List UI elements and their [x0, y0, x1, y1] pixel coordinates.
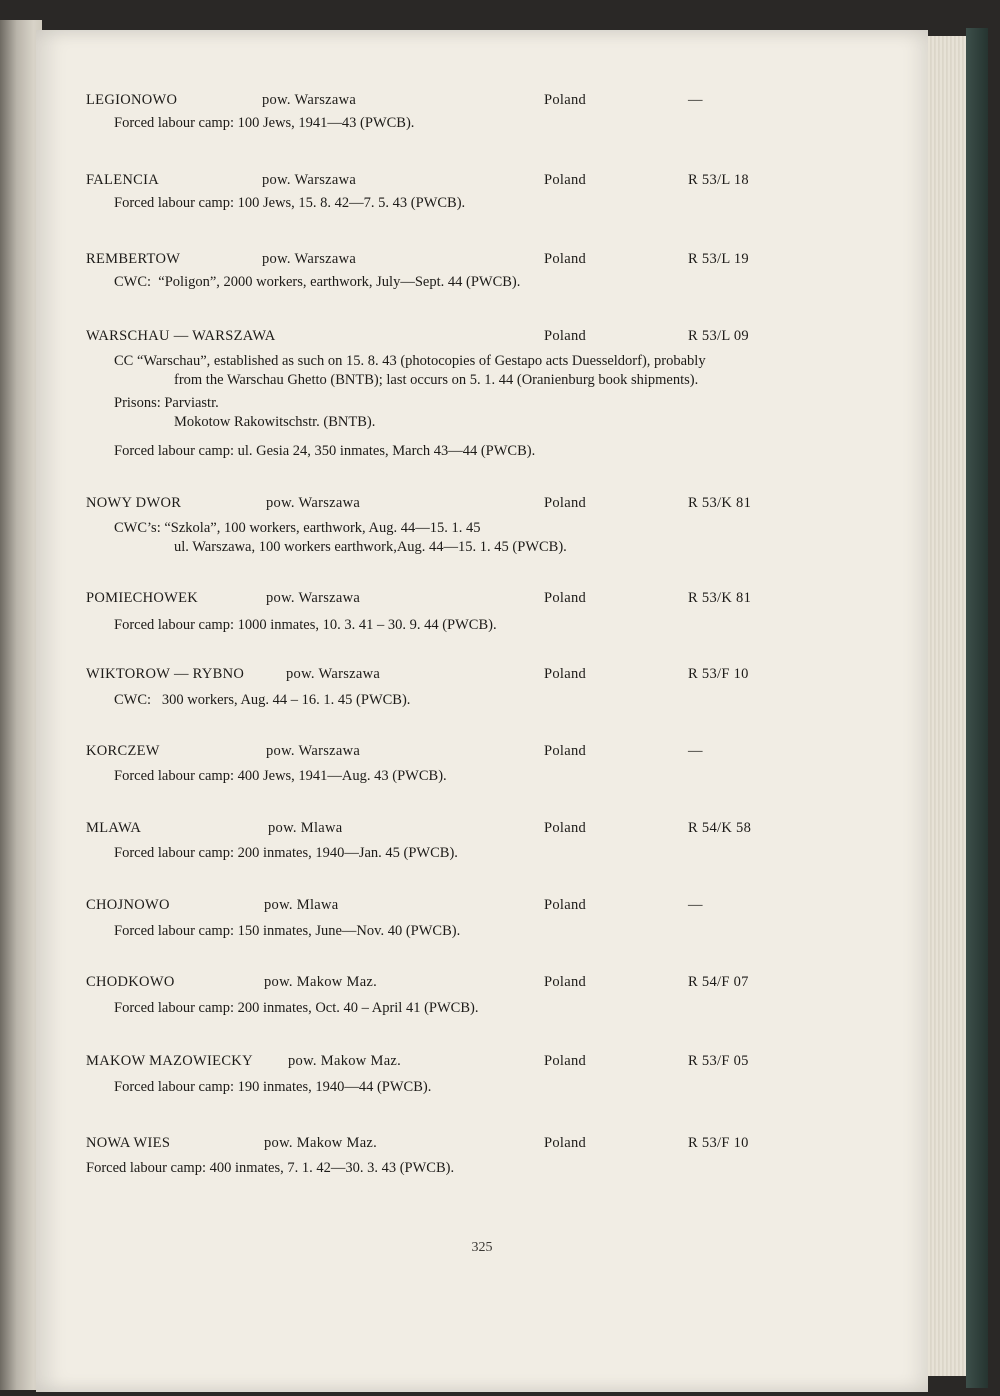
place-name: FALENCIA — [86, 172, 160, 188]
entry-mlawa — [36, 820, 928, 863]
country: Poland — [544, 328, 587, 344]
district: pow. Warszawa — [262, 251, 357, 267]
entry-detail: Mokotow Rakowitschstr. (BNTB). — [174, 414, 376, 430]
country: Poland — [544, 820, 587, 836]
entry-detail: Forced labour camp: 400 inmates, 7. 1. 42—30. 3. 43 (PWCB). — [86, 1160, 455, 1176]
district: pow. Warszawa — [262, 92, 357, 108]
place-name: CHODKOWO — [86, 974, 175, 990]
country: Poland — [544, 666, 587, 682]
entry-pomiechowek — [36, 590, 928, 635]
entry-chodkowo — [36, 974, 928, 1018]
page-stack-edge — [928, 36, 966, 1376]
map-reference: — — [688, 92, 703, 108]
entry-korczew — [36, 743, 928, 786]
place-name: POMIECHOWEK — [86, 590, 199, 606]
country: Poland — [544, 1053, 587, 1069]
entry-detail: CWC’s: “Szkola”, 100 workers, earthwork, Aug. 44—15. 1. 45 — [114, 520, 481, 536]
map-reference: R 53/F 10 — [688, 666, 749, 682]
place-name: REMBERTOW — [86, 251, 181, 267]
country: Poland — [544, 172, 587, 188]
country: Poland — [544, 251, 587, 267]
entry-detail: Prisons: Parviastr. — [114, 395, 219, 411]
map-reference: R 53/K 81 — [688, 495, 752, 511]
map-reference: R 53/L 09 — [688, 328, 749, 344]
place-name: NOWA WIES — [86, 1135, 171, 1151]
entry-makow-mazowiecky — [36, 1053, 928, 1097]
entry-chojnowo — [36, 897, 928, 941]
entry-detail: Forced labour camp: 100 Jews, 15. 8. 42—7. 5. 43 (PWCB). — [114, 195, 466, 211]
country: Poland — [544, 897, 587, 913]
map-reference: R 53/L 18 — [688, 172, 749, 188]
entry-nowy-dwor — [36, 495, 928, 557]
place-name: WARSCHAU — WARSZAWA — [86, 328, 276, 344]
entry-detail: Forced labour camp: ul. Gesia 24, 350 inmates, March 43—44 (PWCB). — [114, 443, 536, 459]
country: Poland — [544, 1135, 587, 1151]
map-reference: — — [688, 897, 703, 913]
place-name: CHOJNOWO — [86, 897, 170, 913]
place-name: KORCZEW — [86, 743, 160, 759]
district: pow. Makow Maz. — [264, 1135, 378, 1151]
country: Poland — [544, 743, 587, 759]
book-page — [36, 30, 928, 1392]
place-name: LEGIONOWO — [86, 92, 178, 108]
entry-detail: Forced labour camp: 200 inmates, Oct. 40 – April 41 (PWCB). — [114, 1000, 479, 1016]
entry-falencia — [36, 172, 928, 213]
district: pow. Warszawa — [262, 172, 357, 188]
entry-wiktorow-rybno — [36, 666, 928, 710]
district: pow. Warszawa — [286, 666, 381, 682]
place-name: MAKOW MAZOWIECKY — [86, 1053, 253, 1069]
entry-detail: Forced labour camp: 400 Jews, 1941—Aug. 43 (PWCB). — [114, 768, 447, 784]
map-reference: R 54/K 58 — [688, 820, 752, 836]
entry-detail: ul. Warszawa, 100 workers earthwork,Aug. 44—15. 1. 45 (PWCB). — [174, 539, 567, 555]
entry-detail: from the Warschau Ghetto (BNTB); last occurs on 5. 1. 44 (Oranienburg book shipments). — [174, 372, 699, 388]
place-name: WIKTOROW — RYBNO — [86, 666, 245, 682]
district: pow. Makow Maz. — [288, 1053, 402, 1069]
district: pow. Makow Maz. — [264, 974, 378, 990]
entry-rembertow — [36, 251, 928, 292]
entry-detail: CC “Warschau”, established as such on 15. 8. 43 (photocopies of Gestapo acts Duesseldorf), probably — [114, 353, 706, 369]
entry-detail: Forced labour camp: 100 Jews, 1941—43 (PWCB). — [114, 115, 415, 131]
district: pow. Mlawa — [264, 897, 339, 913]
entry-detail: Forced labour camp: 1000 inmates, 10. 3. 41 – 30. 9. 44 (PWCB). — [114, 617, 497, 633]
map-reference: R 53/K 81 — [688, 590, 752, 606]
entry-warschau-warszawa — [36, 328, 928, 461]
book-cover-edge — [966, 28, 988, 1388]
entry-detail: CWC: 300 workers, Aug. 44 – 16. 1. 45 (PWCB). — [114, 692, 411, 708]
entry-detail: Forced labour camp: 200 inmates, 1940—Jan. 45 (PWCB). — [114, 845, 458, 861]
entry-nowa-wies — [36, 1135, 928, 1178]
map-reference: — — [688, 743, 703, 759]
district: pow. Warszawa — [266, 590, 361, 606]
place-name: MLAWA — [86, 820, 142, 836]
country: Poland — [544, 590, 587, 606]
district: pow. Mlawa — [268, 820, 343, 836]
entry-legionowo — [36, 92, 928, 133]
district: pow. Warszawa — [266, 743, 361, 759]
entry-detail: CWC: “Poligon”, 2000 workers, earthwork, July—Sept. 44 (PWCB). — [114, 274, 521, 290]
page-number: 325 — [471, 1240, 493, 1255]
map-reference: R 54/F 07 — [688, 974, 749, 990]
district: pow. Warszawa — [266, 495, 361, 511]
map-reference: R 53/F 05 — [688, 1053, 749, 1069]
entry-detail: Forced labour camp: 190 inmates, 1940—44 (PWCB). — [114, 1079, 432, 1095]
country: Poland — [544, 92, 587, 108]
country: Poland — [544, 495, 587, 511]
map-reference: R 53/F 10 — [688, 1135, 749, 1151]
map-reference: R 53/L 19 — [688, 251, 749, 267]
country: Poland — [544, 974, 587, 990]
place-name: NOWY DWOR — [86, 495, 182, 511]
entry-detail: Forced labour camp: 150 inmates, June—Nov. 40 (PWCB). — [114, 923, 461, 939]
